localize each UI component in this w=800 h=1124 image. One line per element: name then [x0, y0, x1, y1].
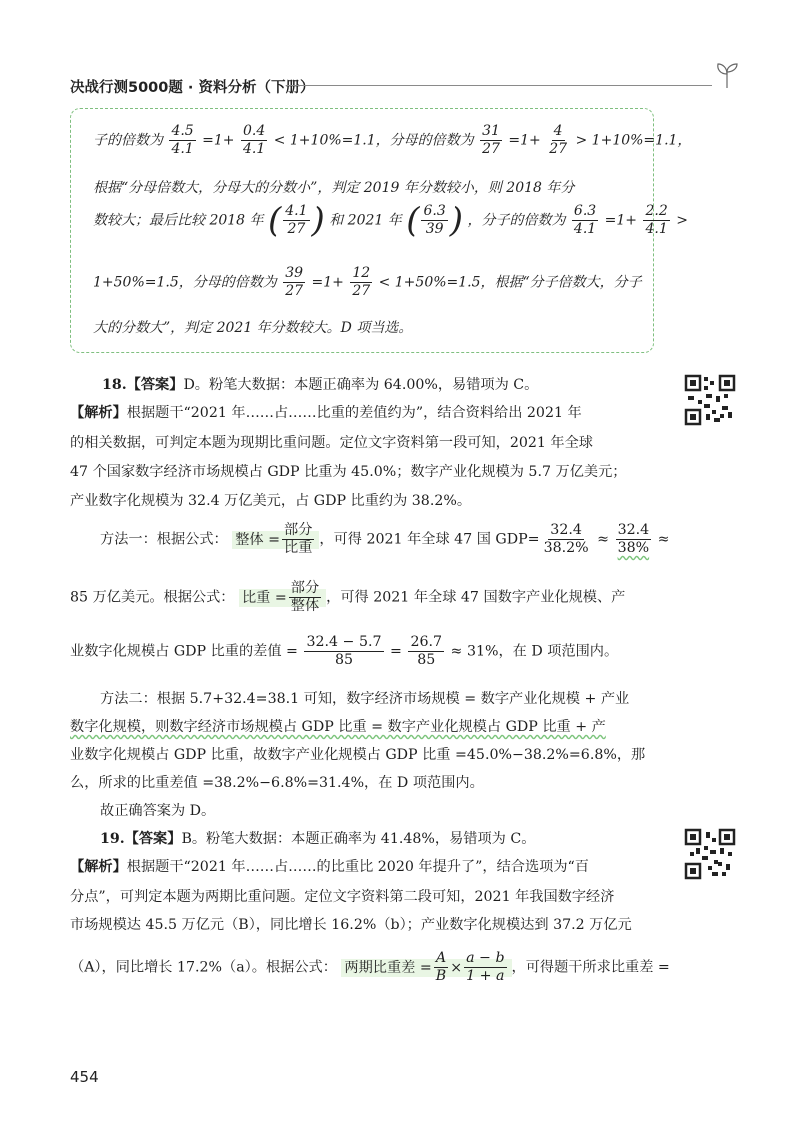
q19-analysis-line-2: 分点”，可判定本题为两期比重问题。定位文字资料第二段可知，2021 年我国数字经济: [70, 889, 615, 905]
q18-method2-line-4: 么，所求的比重差值 =38.2%−6.8%=31.4%，在 D 项范围内。: [70, 775, 484, 791]
q19-answer: 19.【答案】B。粉笔大数据：本题正确率为 41.48%，易错项为 C。: [100, 831, 536, 847]
q18-conclusion: 故正确答案为 D。: [100, 803, 216, 819]
formula-two-period: 两期比重差 = $\frac{A}{B}$ × $\frac{a - b}{1 + a}$: [341, 959, 511, 977]
box-line-3: 数较大；最后比较 2018 年 ( $\frac{4.1}{27}$ ) 和 2021 年 ( $\frac{6.3}{39}$ ) ，分子的倍数为 $\frac{6.3}{4.1}$ =1+ $\frac{2.2}{4.1}$ >: [93, 200, 688, 241]
page-number: 454: [70, 1068, 99, 1086]
q19-analysis-line-1: 【解析】根据题干“2021 年……占……的比重比 2020 年提升了”，结合选项为“百: [70, 859, 589, 875]
box-line-1: 子的倍数为 $\frac{4.5}{4.1}$ =1+ $\frac{0.4}{4.1}$ < 1+10%=1.1，分母的倍数为 $\frac{31}{27}$ =1+ $\frac{4}{27}$ > 1+10%=1.1，: [93, 123, 692, 157]
box-line-2: 根据“分母倍数大，分母大的分数小”，判定 2019 年分数较小，则 2018 年分: [93, 180, 575, 196]
q18-analysis-line-1: 【解析】根据题干“2021 年……占……比重的差值约为”，结合资料给出 2021 年: [70, 405, 582, 421]
formula-proportion: 比重 = 部分 整体: [239, 589, 326, 607]
qr-code-icon[interactable]: [684, 828, 736, 880]
box-line-4: 1+50%=1.5，分母的倍数为 $\frac{39}{27}$ =1+ $\frac{12}{27}$ < 1+50%=1.5，根据“分子倍数大，分子: [93, 265, 642, 299]
q18-method2-line-3: 业数字化规模占 GDP 比重，故数字产业化规模占 GDP 比重 =45.0%−38.2%=6.8%，那: [70, 747, 646, 763]
q18-method1-line-3: 业数字化规模占 GDP 比重的差值 = $\frac{32.4 - 5.7}{85}$ = $\frac{26.7}{85}$ ≈ 31%，在 D 项范围内。: [70, 634, 619, 669]
q18-analysis-line-4: 产业数字化规模为 32.4 万亿美元，占 GDP 比重约为 38.2%。: [70, 493, 472, 509]
q18-method2-line-1: 方法二：根据 5.7+32.4=38.1 可知，数字经济市场规模 = 数字产业化规模 + 产业: [100, 691, 630, 707]
q18-analysis-line-3: 47 个国家数字经济市场规模占 GDP 比重为 45.0%；数字产业化规模为 5.7 万亿美元；: [70, 464, 627, 480]
q18-method2-line-2: 数字化规模，则数字经济市场规模占 GDP 比重 = 数字产业化规模占 GDP 比重 + 产: [70, 719, 606, 735]
explanation-box: [70, 108, 692, 353]
header-rule: [286, 85, 712, 86]
running-header: [70, 70, 742, 100]
q18-answer: 18.【答案】D。粉笔大数据：本题正确率为 64.00%，易错项为 C。: [102, 377, 539, 393]
q19-analysis-line-3: 市场规模达 45.5 万亿元（B），同比增长 16.2%（b）；产业数字化规模达到 37.2 万亿元: [70, 917, 632, 933]
q19-formula-line: （A），同比增长 17.2%（a）。根据公式： 两期比重差 = $\frac{A}{B}$ × $\frac{a - b}{1 + a}$ ，可得题干所求比重差 =: [70, 950, 670, 985]
box-line-5: 大的分数大”，判定 2021 年分数较大。D 项当选。: [93, 320, 413, 336]
formula-whole: 整体 = 部分 比重: [232, 531, 319, 549]
qr-code-icon[interactable]: [684, 374, 736, 426]
q18-method1-line-2: 85 万亿美元。根据公式： 比重 = 部分 整体 ，可得 2021 年全球 47 国数字产业化规模、产: [70, 580, 626, 615]
book-title: 决战行测5000题 · 资料分析（下册）: [70, 80, 315, 96]
q18-method1-line: 方法一：根据公式： 整体 = 部分 比重 ，可得 2021 年全球 47 国 GDP= $\frac{32.4}{38.2\%}$ ≈ $\frac{32.4}{38\%}$ ≈: [100, 522, 670, 557]
q18-analysis-line-2: 的相关数据，可判定本题为现期比重问题。定位文字资料第一段可知，2021 年全球: [70, 435, 593, 451]
sprout-icon: [712, 60, 742, 90]
